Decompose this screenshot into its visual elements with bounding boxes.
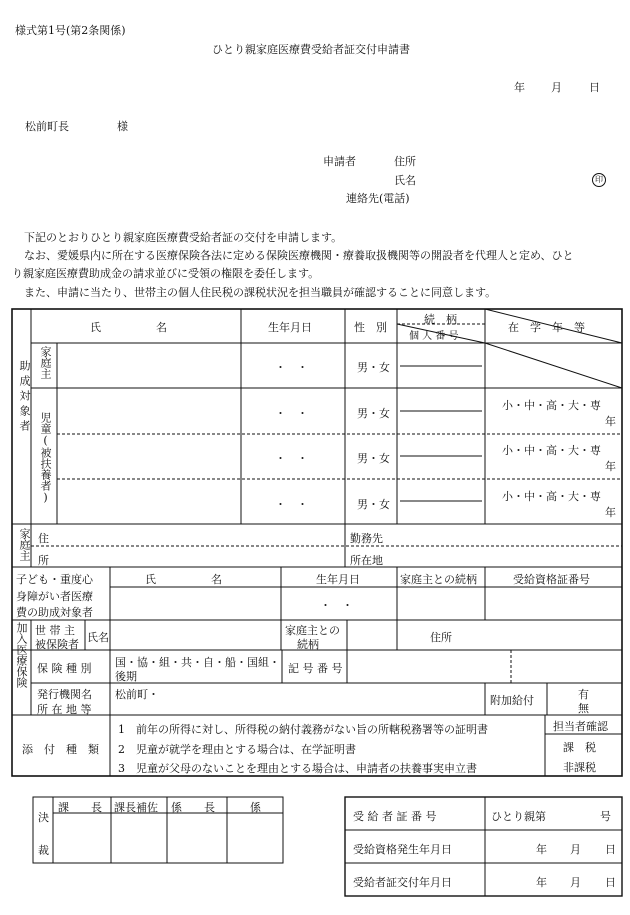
- supplement-label: 附加給付: [490, 694, 534, 707]
- table2-birth-dots: ・ ・: [320, 599, 353, 612]
- birth-dots-2: ・ ・: [275, 407, 308, 420]
- form-number: 様式第1号(第2条関係): [15, 24, 126, 37]
- grade-4: 年: [605, 506, 616, 519]
- row-label-household-head: 家庭主: [39, 346, 52, 379]
- approval-head: 係 長: [171, 801, 215, 814]
- address-label-bottom: 所: [38, 554, 49, 567]
- attachment-item-1: 1 前年の所得に対し、所得税の納付義務がない旨の所轄税務署等の証明書: [118, 723, 488, 736]
- issue-date-label: 受給資格発生年月日: [353, 843, 452, 856]
- staff-check-label: 担当者確認: [553, 720, 608, 733]
- addressee-sama: 様: [117, 120, 128, 133]
- sex-4: 男・女: [357, 498, 390, 511]
- row-label-household: 家庭主: [18, 528, 31, 561]
- sex-2: 男・女: [357, 407, 390, 420]
- issue-month: 月: [570, 843, 581, 856]
- insurance-types-2: 後期: [115, 670, 137, 683]
- intro-line-2: なお、愛媛県内に所在する医療保険各法に定める保険医療機関・療養取扱機関等の開設者を代理人と定め、ひと: [24, 249, 574, 262]
- insurance-types-1: 国・協・組・共・自・船・国組・: [115, 656, 280, 669]
- table2-col-relation: 家庭主との続柄: [400, 573, 477, 586]
- table2-col-name: 氏 名: [145, 573, 222, 586]
- cert-number-prefix: ひとり親第: [491, 810, 546, 823]
- work-location-label: 所在地: [350, 554, 383, 567]
- side-label-insurance: 加入医療保険: [15, 622, 28, 688]
- side-label-subsidy: 助成対象者: [18, 360, 31, 435]
- col-header-personal-number: 個 人 番 号: [409, 331, 459, 342]
- deliver-date-label: 受給者証交付年月日: [353, 876, 452, 889]
- approval-staff: 係: [250, 801, 261, 814]
- approval-chief: 課 長: [58, 801, 102, 814]
- birth-dots-3: ・ ・: [275, 452, 308, 465]
- school-3: 小・中・高・大・専: [502, 444, 601, 457]
- relation-label-1: 家庭主との: [285, 624, 340, 637]
- sex-3: 男・女: [357, 452, 390, 465]
- approval-label-1: 決: [38, 811, 49, 824]
- grade-2: 年: [605, 415, 616, 428]
- date-day: 日: [589, 81, 600, 94]
- intro-line-4: また、申請に当たり、世帯主の個人住民税の課税状況を担当職員が確認することに同意します。: [24, 286, 497, 299]
- page-title: ひとり親家庭医療費受給者証交付申請書: [212, 43, 410, 56]
- row-label-child: 児童(被扶養者): [39, 412, 52, 504]
- deliver-year: 年: [536, 876, 547, 889]
- attachment-item-2: 2 児童が就学を理由とする場合は、在学証明書: [118, 743, 356, 756]
- birth-dots-1: ・ ・: [275, 361, 308, 374]
- cert-number-label: 受 給 者 証 番 号: [353, 810, 437, 823]
- approval-label-2: 裁: [38, 844, 49, 857]
- school-2: 小・中・高・大・専: [502, 399, 601, 412]
- supplement-no: 無: [578, 702, 589, 715]
- table2-label-2: 身障がい者医療: [16, 590, 93, 603]
- cert-number-unit: 号: [600, 810, 611, 823]
- workplace-label: 勤務先: [350, 532, 383, 545]
- issuer-label-1: 発行機関名: [37, 688, 92, 701]
- insurance-address-label: 住所: [430, 631, 452, 644]
- symbol-number-label: 記 号 番 号: [288, 662, 343, 675]
- nontaxed-option: 非課税: [563, 761, 596, 774]
- supplement-yes: 有: [578, 688, 589, 701]
- seal-mark: 印: [592, 173, 606, 187]
- address-label-top: 住: [38, 532, 49, 545]
- holder-label-1: 世 帯 主: [35, 624, 75, 637]
- insurance-type-label: 保 険 種 別: [37, 662, 92, 675]
- issue-year: 年: [536, 843, 547, 856]
- addressee: 松前町長: [25, 120, 69, 133]
- date-year: 年: [514, 81, 525, 94]
- sex-1: 男・女: [357, 361, 390, 374]
- table2-col-birth: 生年月日: [316, 573, 360, 586]
- table2-label-3: 費の助成対象者: [16, 606, 93, 619]
- relation-label-2: 続柄: [297, 638, 319, 651]
- issue-day: 日: [605, 843, 616, 856]
- holder-name-label: 氏名: [87, 631, 109, 644]
- deliver-month: 月: [570, 876, 581, 889]
- applicant-contact-label: 連絡先(電話): [346, 192, 410, 205]
- issuer-label-2: 所 在 地 等: [37, 703, 92, 716]
- grade-3: 年: [605, 460, 616, 473]
- col-header-school: 在 学 年 等: [508, 321, 585, 334]
- deliver-day: 日: [605, 876, 616, 889]
- approval-deputy: 課長補佐: [114, 801, 158, 814]
- col-header-relation: 続 柄: [424, 313, 457, 326]
- intro-line-3: り親家庭医療費助成金の請求並びに受領の権限を委任します。: [12, 267, 320, 280]
- attachment-item-3: 3 児童が父母のないことを理由とする場合は、申請者の扶養事実申立書: [118, 762, 477, 775]
- taxed-option: 課 税: [563, 741, 596, 754]
- issuer-value: 松前町・: [115, 688, 159, 701]
- school-4: 小・中・高・大・専: [502, 490, 601, 503]
- applicant-name-label: 氏名: [394, 174, 416, 187]
- attachments-label: 添 付 種 類: [22, 743, 99, 756]
- col-header-birth: 生年月日: [268, 321, 312, 334]
- col-header-name: 氏 名: [90, 321, 167, 334]
- applicant-label: 申請者: [323, 155, 356, 168]
- table2-label-1: 子ども・重度心: [16, 573, 93, 586]
- applicant-address-label: 住所: [394, 155, 416, 168]
- date-month: 月: [551, 81, 562, 94]
- table2-col-cert: 受給資格証番号: [513, 573, 590, 586]
- holder-label-2: 被保険者: [35, 638, 79, 651]
- col-header-sex: 性 別: [354, 321, 387, 334]
- birth-dots-4: ・ ・: [275, 498, 308, 511]
- intro-line-1: 下記のとおりひとり親家庭医療費受給者証の交付を申請します。: [24, 231, 343, 244]
